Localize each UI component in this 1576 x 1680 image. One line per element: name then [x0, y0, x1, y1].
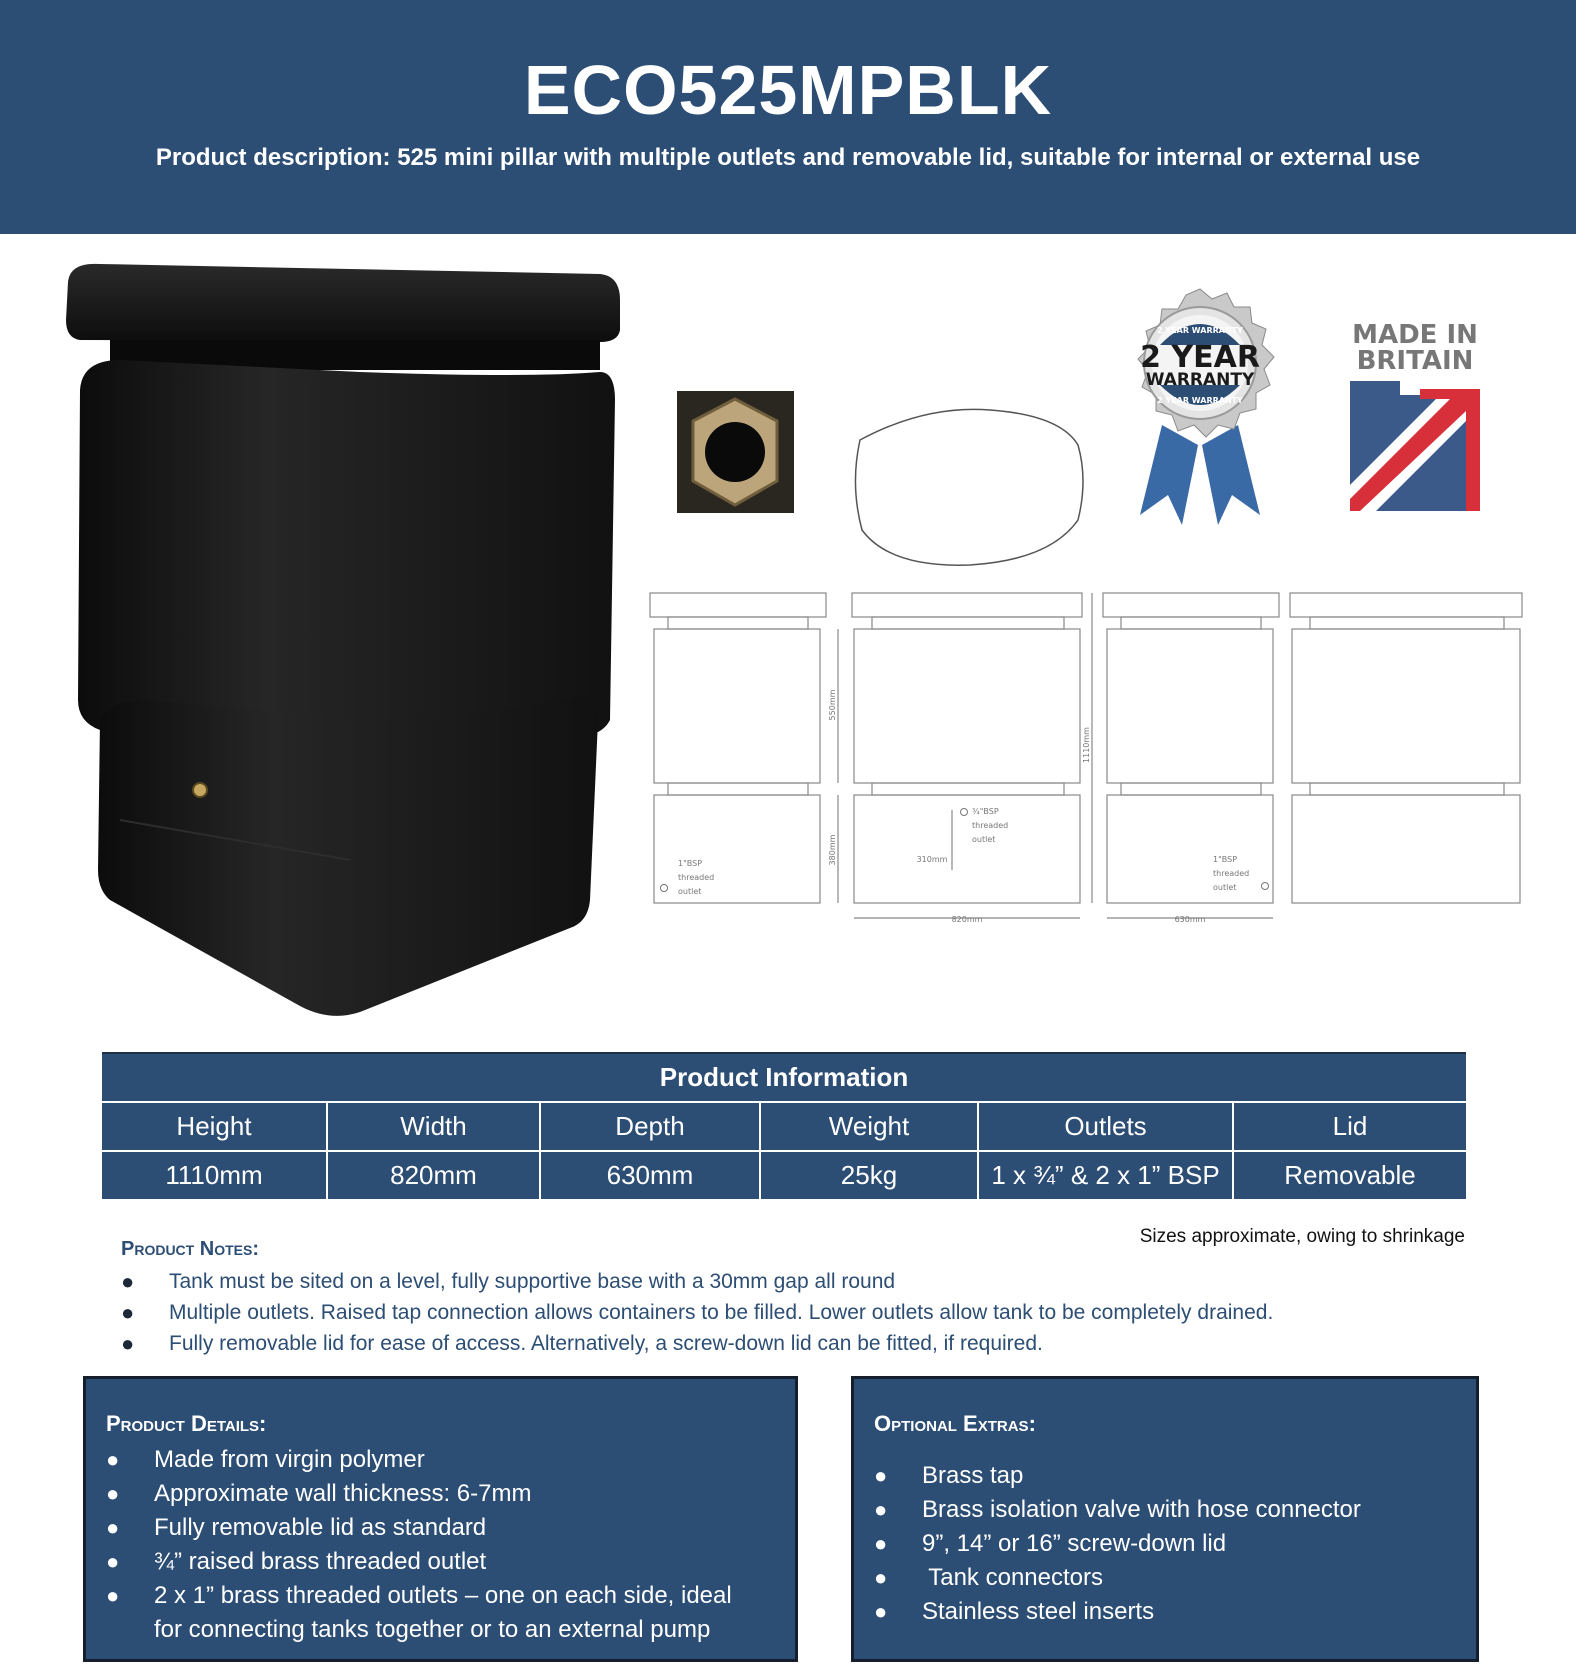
front-outlet-label-1: ¾"BSP — [972, 807, 999, 816]
value-depth: 630mm — [540, 1151, 760, 1200]
warranty-ring-top: 2 YEAR WARRANTY — [1157, 326, 1243, 335]
note-text: Fully removable lid for ease of access. Alternatively, a screw-down lid can be fitted, if required. — [169, 1332, 1043, 1355]
header-width: Width — [327, 1102, 540, 1151]
side-outlet-right-label-1: 1"BSP — [1213, 855, 1238, 864]
header-height: Height — [101, 1102, 327, 1151]
value-lid: Removable — [1233, 1151, 1467, 1200]
value-height: 1110mm — [101, 1151, 327, 1200]
list-item — [106, 1545, 744, 1579]
value-width: 820mm — [327, 1151, 540, 1200]
side-outlet-label-1: 1"BSP — [678, 859, 703, 868]
detail-text: 2 x 1” brass threaded outlets – one on each side, ideal for connecting tanks together or to an external pump — [154, 1582, 732, 1643]
tank-photo — [60, 260, 630, 1020]
bullet-icon: ● — [106, 1447, 120, 1472]
optional-extras-list — [874, 1459, 1361, 1629]
list-item — [121, 1297, 1273, 1328]
list-item — [874, 1595, 1361, 1629]
note-text: Tank must be sited on a level, fully supportive base with a 30mm gap all round — [169, 1270, 896, 1293]
extra-text: 9”, 14” or 16” screw-down lid — [922, 1530, 1227, 1557]
sizes-note: Sizes approximate, owing to shrinkage — [1139, 1226, 1465, 1247]
product-notes-heading: Product Notes: — [121, 1238, 259, 1260]
bullet-icon: ● — [121, 1269, 135, 1294]
list-item — [121, 1328, 1273, 1359]
bullet-icon: ● — [106, 1515, 120, 1540]
product-details-heading: Product Details: — [106, 1411, 267, 1436]
product-details-box — [83, 1376, 798, 1662]
table-header-row — [101, 1102, 1467, 1151]
list-item — [106, 1511, 744, 1545]
product-info-table — [100, 1052, 1468, 1201]
optional-extras-box — [851, 1376, 1479, 1662]
list-item — [874, 1527, 1361, 1561]
detail-text: Fully removable lid as standard — [154, 1514, 487, 1541]
header-outlets: Outlets — [978, 1102, 1233, 1151]
list-item — [106, 1443, 744, 1477]
bullet-icon: ● — [874, 1531, 888, 1556]
warranty-big-text: 2 YEAR — [1140, 340, 1260, 375]
optional-extras-heading: Optional Extras: — [874, 1411, 1036, 1436]
detail-text: ¾” raised brass threaded outlet — [154, 1548, 487, 1575]
mib-line-2: BRITAIN — [1356, 346, 1474, 376]
product-description: Product description: 525 mini pillar with multiple outlets and removable lid, suitable for internal or external use — [155, 144, 1421, 171]
header-lid: Lid — [1233, 1102, 1467, 1151]
top-view-outline — [855, 409, 1083, 565]
dim-outlet-height-label: 310mm — [916, 855, 948, 864]
extra-text: Tank connectors — [922, 1564, 1103, 1591]
dim-upper-label: 550mm — [828, 689, 837, 721]
header-banner — [0, 0, 1576, 234]
side-outlet-label-3: outlet — [678, 887, 702, 896]
list-item — [874, 1561, 1361, 1595]
bullet-icon: ● — [874, 1463, 888, 1488]
dim-depth-label: 630mm — [1174, 915, 1206, 924]
list-item — [874, 1459, 1361, 1493]
bullet-icon: ● — [106, 1583, 120, 1608]
header-depth: Depth — [540, 1102, 760, 1151]
bullet-icon: ● — [121, 1331, 135, 1356]
list-item — [874, 1493, 1361, 1527]
warranty-word: WARRANTY — [1145, 370, 1255, 390]
value-outlets: 1 x ¾” & 2 x 1” BSP — [978, 1151, 1233, 1200]
product-code-title: ECO525MPBLK — [523, 51, 1053, 129]
value-weight: 25kg — [760, 1151, 978, 1200]
mib-line-1: MADE IN — [1352, 320, 1478, 350]
front-outlet-label-2: threaded — [972, 821, 1009, 830]
detail-text: Approximate wall thickness: 6-7mm — [154, 1480, 532, 1507]
detail-text: Made from virgin polymer — [154, 1446, 425, 1473]
bullet-icon: ● — [874, 1565, 888, 1590]
side-outlet-right-label-2: threaded — [1213, 869, 1250, 878]
note-text: Multiple outlets. Raised tap connection allows containers to be filled. Lower outlets allow tank to be completely drained. — [169, 1301, 1274, 1324]
dim-width-label: 820mm — [951, 915, 983, 924]
side-outlet-label-2: threaded — [678, 873, 715, 882]
brass-outlet-icon — [193, 783, 207, 797]
warranty-badge — [1100, 285, 1300, 530]
extra-text: Brass isolation valve with hose connector — [922, 1496, 1361, 1523]
front-outlet-label-3: outlet — [972, 835, 996, 844]
product-info-caption: Product Information — [101, 1053, 1467, 1102]
bullet-icon: ● — [874, 1497, 888, 1522]
extra-text: Stainless steel inserts — [922, 1598, 1155, 1625]
dim-total-label: 1110mm — [1082, 727, 1091, 763]
table-value-row — [101, 1151, 1467, 1200]
product-notes-list — [121, 1266, 1273, 1359]
made-in-britain-logo — [1340, 315, 1490, 515]
header-weight: Weight — [760, 1102, 978, 1151]
list-item — [106, 1579, 744, 1647]
side-outlet-right-label-3: outlet — [1213, 883, 1237, 892]
bullet-icon: ● — [874, 1599, 888, 1624]
list-item — [121, 1266, 1273, 1297]
list-item — [106, 1477, 744, 1511]
extra-text: Brass tap — [922, 1462, 1024, 1489]
warranty-ring-bottom: 2 YEAR WARRANTY — [1157, 396, 1243, 405]
dim-lower-label: 380mm — [828, 834, 837, 866]
bullet-icon: ● — [106, 1481, 120, 1506]
bullet-icon: ● — [106, 1549, 120, 1574]
bullet-icon: ● — [121, 1300, 135, 1325]
product-details-list — [106, 1443, 744, 1647]
